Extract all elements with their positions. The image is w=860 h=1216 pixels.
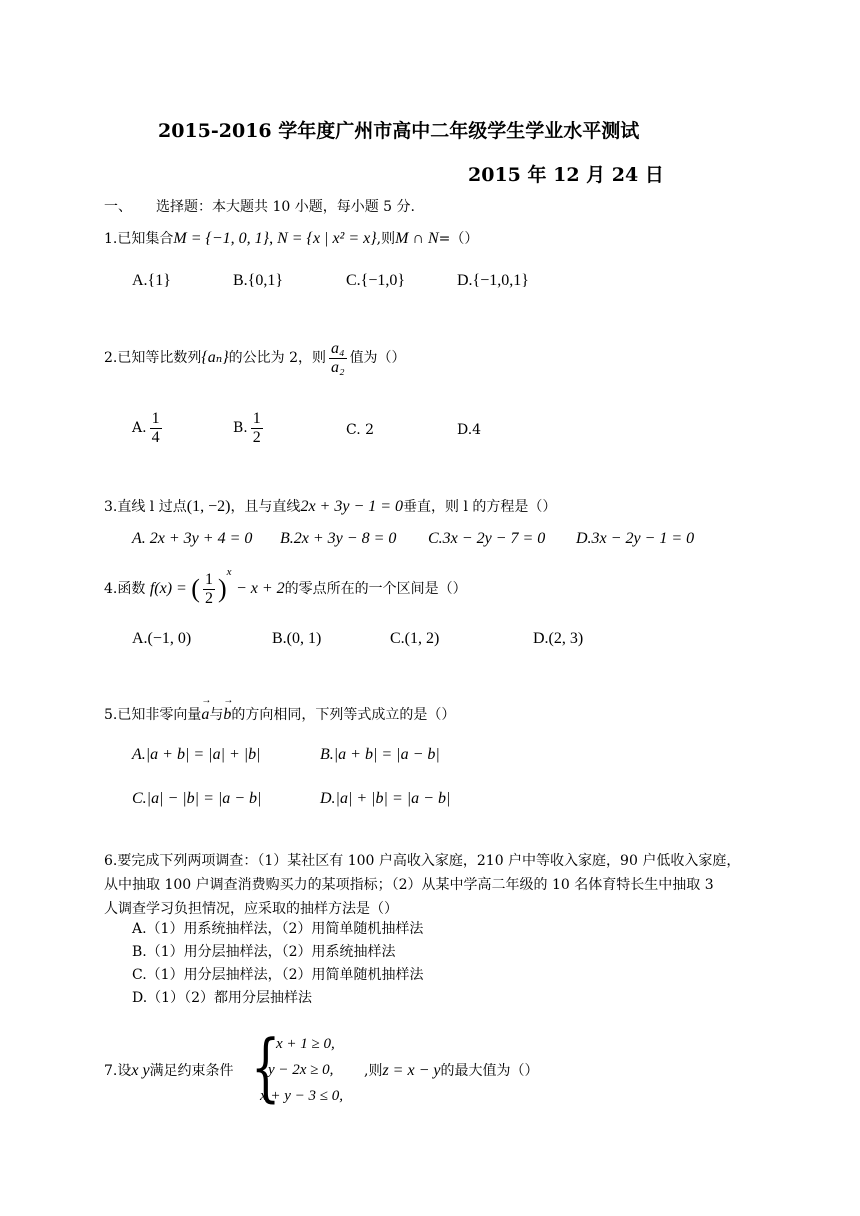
question-6-line-1: 6.要完成下列两项调查：（1）某社区有 100 户高收入家庭，210 户中等收入家庭，90 户低收入家庭， [104, 853, 741, 869]
q7-constraint-3: x + y − 3 ≤ 0, [260, 1088, 344, 1104]
q6-option-b: B.（1）用分层抽样法，（2）用系统抽样法 [132, 944, 396, 960]
question-5 [104, 704, 455, 724]
q2-option-a-num: 1 [151, 410, 160, 427]
q5-vector-a: → a [201, 706, 209, 724]
q3-mid: ，且与直线 [230, 499, 301, 515]
q5-option-b: B.|a + b| = |a − b| [320, 746, 440, 763]
q7-brace: { [251, 1023, 281, 1110]
q2-sequence: {aₙ} [201, 349, 229, 367]
question-1 [104, 228, 478, 248]
q2-option-c: C. 2 [346, 422, 375, 438]
q2-end: 值为（） [349, 350, 406, 367]
question-4 [104, 566, 467, 607]
q7-vars: x y [131, 1062, 150, 1079]
q4-option-b: B.(0, 1) [272, 630, 322, 647]
q1-option-b: B.{0,1} [233, 272, 284, 289]
q4-base-num: 1 [204, 570, 213, 588]
q2-option-d: D.4 [457, 422, 482, 438]
q4-option-a: A.(−1, 0) [132, 630, 192, 647]
q2-option-b [233, 410, 266, 446]
q5-end: 的方向相同，下列等式成立的是（） [231, 707, 456, 723]
q4-option-d: D.(2, 3) [533, 630, 584, 647]
q4-rest: − x + 2 [235, 580, 285, 597]
question-6-line-2: 从中抽取 100 户调查消费购买力的某项指标；（2）从某中学高二年级的 10 名体育特长生中抽取 3 [104, 877, 714, 893]
q4-func: f(x) = [149, 580, 187, 597]
q5-mid: 与 [209, 707, 224, 723]
q1-option-d: D.{−1,0,1} [457, 272, 529, 289]
q1-prefix: 1.已知集合 [104, 231, 174, 247]
q1-set-m: M = {−1, 0, 1} [173, 230, 270, 247]
q4-end: 的零点所在的一个区间是（） [284, 581, 467, 597]
q1-tail: ,则 [376, 231, 396, 247]
q7-end: 的最大值为（） [440, 1063, 539, 1079]
q4-base-den: 2 [204, 589, 213, 607]
q3-end: 垂直，则 l 的方程是（） [403, 499, 557, 515]
q2-prefix: 2.已知等比数列 [104, 350, 202, 367]
q5-prefix: 5.已知非零向量 [104, 707, 202, 723]
q2-ratio-num: a₄ [331, 340, 345, 357]
q2-option-a-den: 4 [151, 428, 160, 446]
q1-option-a: A.{1} [132, 272, 171, 289]
question-7-prefix [104, 1060, 234, 1080]
question-3 [104, 496, 556, 516]
q3-option-c: C.3x − 2y − 7 = 0 [428, 530, 546, 547]
section-number: 一、 [104, 199, 132, 215]
q2-mid: 的公比为 2，则 [228, 350, 326, 367]
q2-ratio [329, 340, 347, 376]
q5-option-d: D.|a| + |b| = |a − b| [320, 790, 451, 807]
q4-prefix: 4.函数 [104, 581, 146, 597]
q7-constraint-2: y − 2x ≥ 0, [268, 1062, 334, 1078]
q6-option-d: D.（1）（2）都用分层抽样法 [132, 990, 312, 1006]
q2-option-a [132, 410, 165, 446]
q6-option-c: C.（1）用分层抽样法，（2）用简单随机抽样法 [132, 967, 424, 983]
question-7-tail [364, 1060, 538, 1080]
q4-paren-close: ) [217, 574, 227, 603]
q1-sep: , [269, 230, 278, 247]
q3-prefix: 3.直线 l 过点 [104, 499, 187, 515]
q1-intersection: M ∩ N [395, 230, 439, 247]
q3-line: 2x + 3y − 1 = 0 [300, 498, 404, 515]
question-2 [104, 340, 406, 376]
q2-option-b-label: B. [233, 420, 248, 437]
q5-option-c: C.|a| − |b| = |a − b| [132, 790, 262, 807]
exam-title: 2015-2016 学年度广州市高中二年级学生学业水平测试 [158, 120, 640, 142]
q4-option-c: C.(1, 2) [390, 630, 440, 647]
section-heading: 选择题：本大题共 10 小题，每小题 5 分. [156, 199, 415, 215]
q1-set-n: N = {x | x² = x} [277, 230, 377, 247]
q2-option-a-frac [150, 410, 162, 446]
q2-option-a-label: A. [132, 420, 147, 437]
q2-option-b-num: 1 [252, 410, 261, 427]
q4-paren-open: ( [191, 574, 200, 603]
q1-end: =（） [438, 231, 479, 247]
q4-exponent: x [226, 566, 232, 578]
q5-vector-b: → b [223, 706, 231, 724]
q7-tail: ,则 [364, 1063, 383, 1079]
q3-option-a: A. 2x + 3y + 4 = 0 [132, 530, 253, 547]
q3-option-d: D.3x − 2y − 1 = 0 [576, 530, 695, 547]
q7-mid: 满足约束条件 [149, 1063, 234, 1079]
exam-date: 2015 年 12 月 24 日 [468, 164, 664, 186]
q7-prefix: 7.设 [104, 1063, 132, 1079]
q2-ratio-den: a₂ [331, 358, 345, 376]
question-6-line-3: 人调查学习负担情况，应采取的抽样方法是（） [104, 901, 398, 917]
q6-option-a: A.（1）用系统抽样法，（2）用简单随机抽样法 [132, 921, 424, 937]
q1-option-c: C.{−1,0} [346, 272, 406, 289]
q3-point: (1, −2) [186, 498, 231, 515]
q3-option-b: B.2x + 3y − 8 = 0 [280, 530, 397, 547]
q2-option-b-frac [251, 410, 263, 446]
q7-objective: z = x − y [382, 1062, 441, 1079]
q7-constraint-1: x + 1 ≥ 0, [276, 1036, 335, 1052]
q4-base [203, 571, 215, 607]
q2-option-b-den: 2 [252, 428, 261, 446]
q5-option-a: A.|a + b| = |a| + |b| [132, 746, 261, 763]
